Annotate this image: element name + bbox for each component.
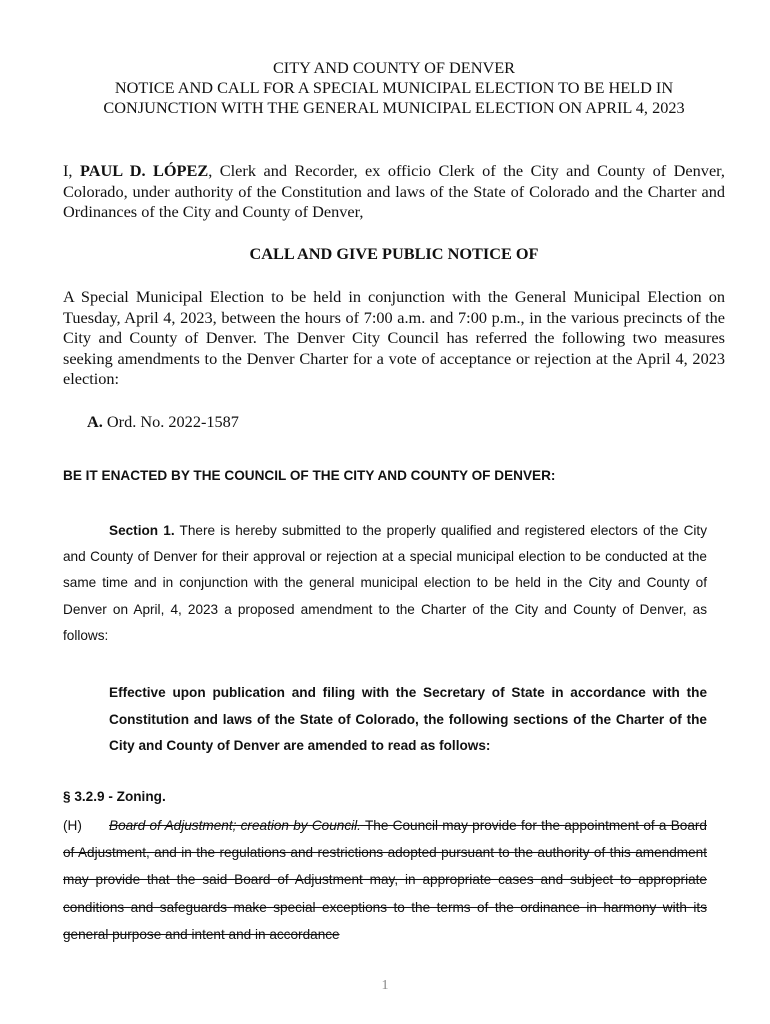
clerk-name: PAUL D. LÓPEZ bbox=[80, 161, 209, 180]
section-1-label: Section 1. bbox=[109, 523, 175, 538]
effective-paragraph: Effective upon publication and filing with the Secretary of State in accordance with the Constitution and laws of the State of Colorado, the following sections of the Charter of the City and County of Denver are amended to read as follows: bbox=[109, 685, 707, 753]
election-paragraph: A Special Municipal Election to be held in conjunction with the General Municipal Election on Tuesday, April 4, 2023, between the hours of 7:00 a.m. and 7:00 p.m., in the various precincts of the City and County of Denver. The Denver City Council has referred the following two measures seeking amendments to the Denver Charter for a vote of acceptance or rejection at the April 4, 2023 election: bbox=[63, 287, 725, 388]
call-heading: CALL AND GIVE PUBLIC NOTICE OF bbox=[249, 244, 539, 263]
ordinance-number: Ord. No. 2022-1587 bbox=[102, 412, 239, 431]
zoning-heading: § 3.2.9 - Zoning. bbox=[63, 789, 166, 804]
section-1-text: There is hereby submitted to the properly qualified and registered electors of the City and County of Denver for their approval or rejection at a special municipal election to be conducted at the same time and in conjunction with the general municipal election to be held in the City and County of Denver on April, 4, 2023 a proposed amendment to the Charter of the City and County of Denver, as follows: bbox=[63, 523, 708, 643]
header-line-2: NOTICE AND CALL FOR A SPECIAL MUNICIPAL ELECTION TO BE HELD IN bbox=[114, 78, 674, 97]
ordinance-line bbox=[87, 412, 239, 432]
board-text: The Council may provide for the appointment of a Board of Adjustment, and in the regulations and restrictions adopted pursuant to the authority of this amendment may provide that the said Board of Adjustment may, in appropriate cases and subject to appropriate conditions and safeguards make special exceptions to the terms of the ordinance in harmony with its general purpose and intent and in accordance bbox=[63, 818, 707, 942]
ordinance-letter: A. bbox=[87, 412, 103, 431]
page-number: 1 bbox=[381, 978, 389, 993]
intro-text: , Clerk and Recorder, ex officio Clerk of the City and County of Denver, Colorado, under authority of the Constitution and laws of the State of Colorado and the Charter and Ordinances of the City and County of Denver, bbox=[63, 161, 726, 221]
intro-prefix: I, bbox=[63, 161, 80, 180]
header-line-3: CONJUNCTION WITH THE GENERAL MUNICIPAL ELECTION ON APRIL 4, 2023 bbox=[103, 98, 685, 117]
sub-indent: (H) bbox=[63, 818, 82, 833]
header-line-1: CITY AND COUNTY OF DENVER bbox=[272, 58, 516, 77]
section-1-paragraph bbox=[63, 518, 707, 649]
struck-zoning-text bbox=[63, 812, 707, 948]
document-header bbox=[63, 58, 725, 118]
intro-paragraph bbox=[63, 161, 725, 223]
enacted-heading: BE IT ENACTED BY THE COUNCIL OF THE CITY AND COUNTY OF DENVER: bbox=[63, 468, 556, 483]
board-title: Board of Adjustment; creation by Council. bbox=[109, 818, 361, 833]
